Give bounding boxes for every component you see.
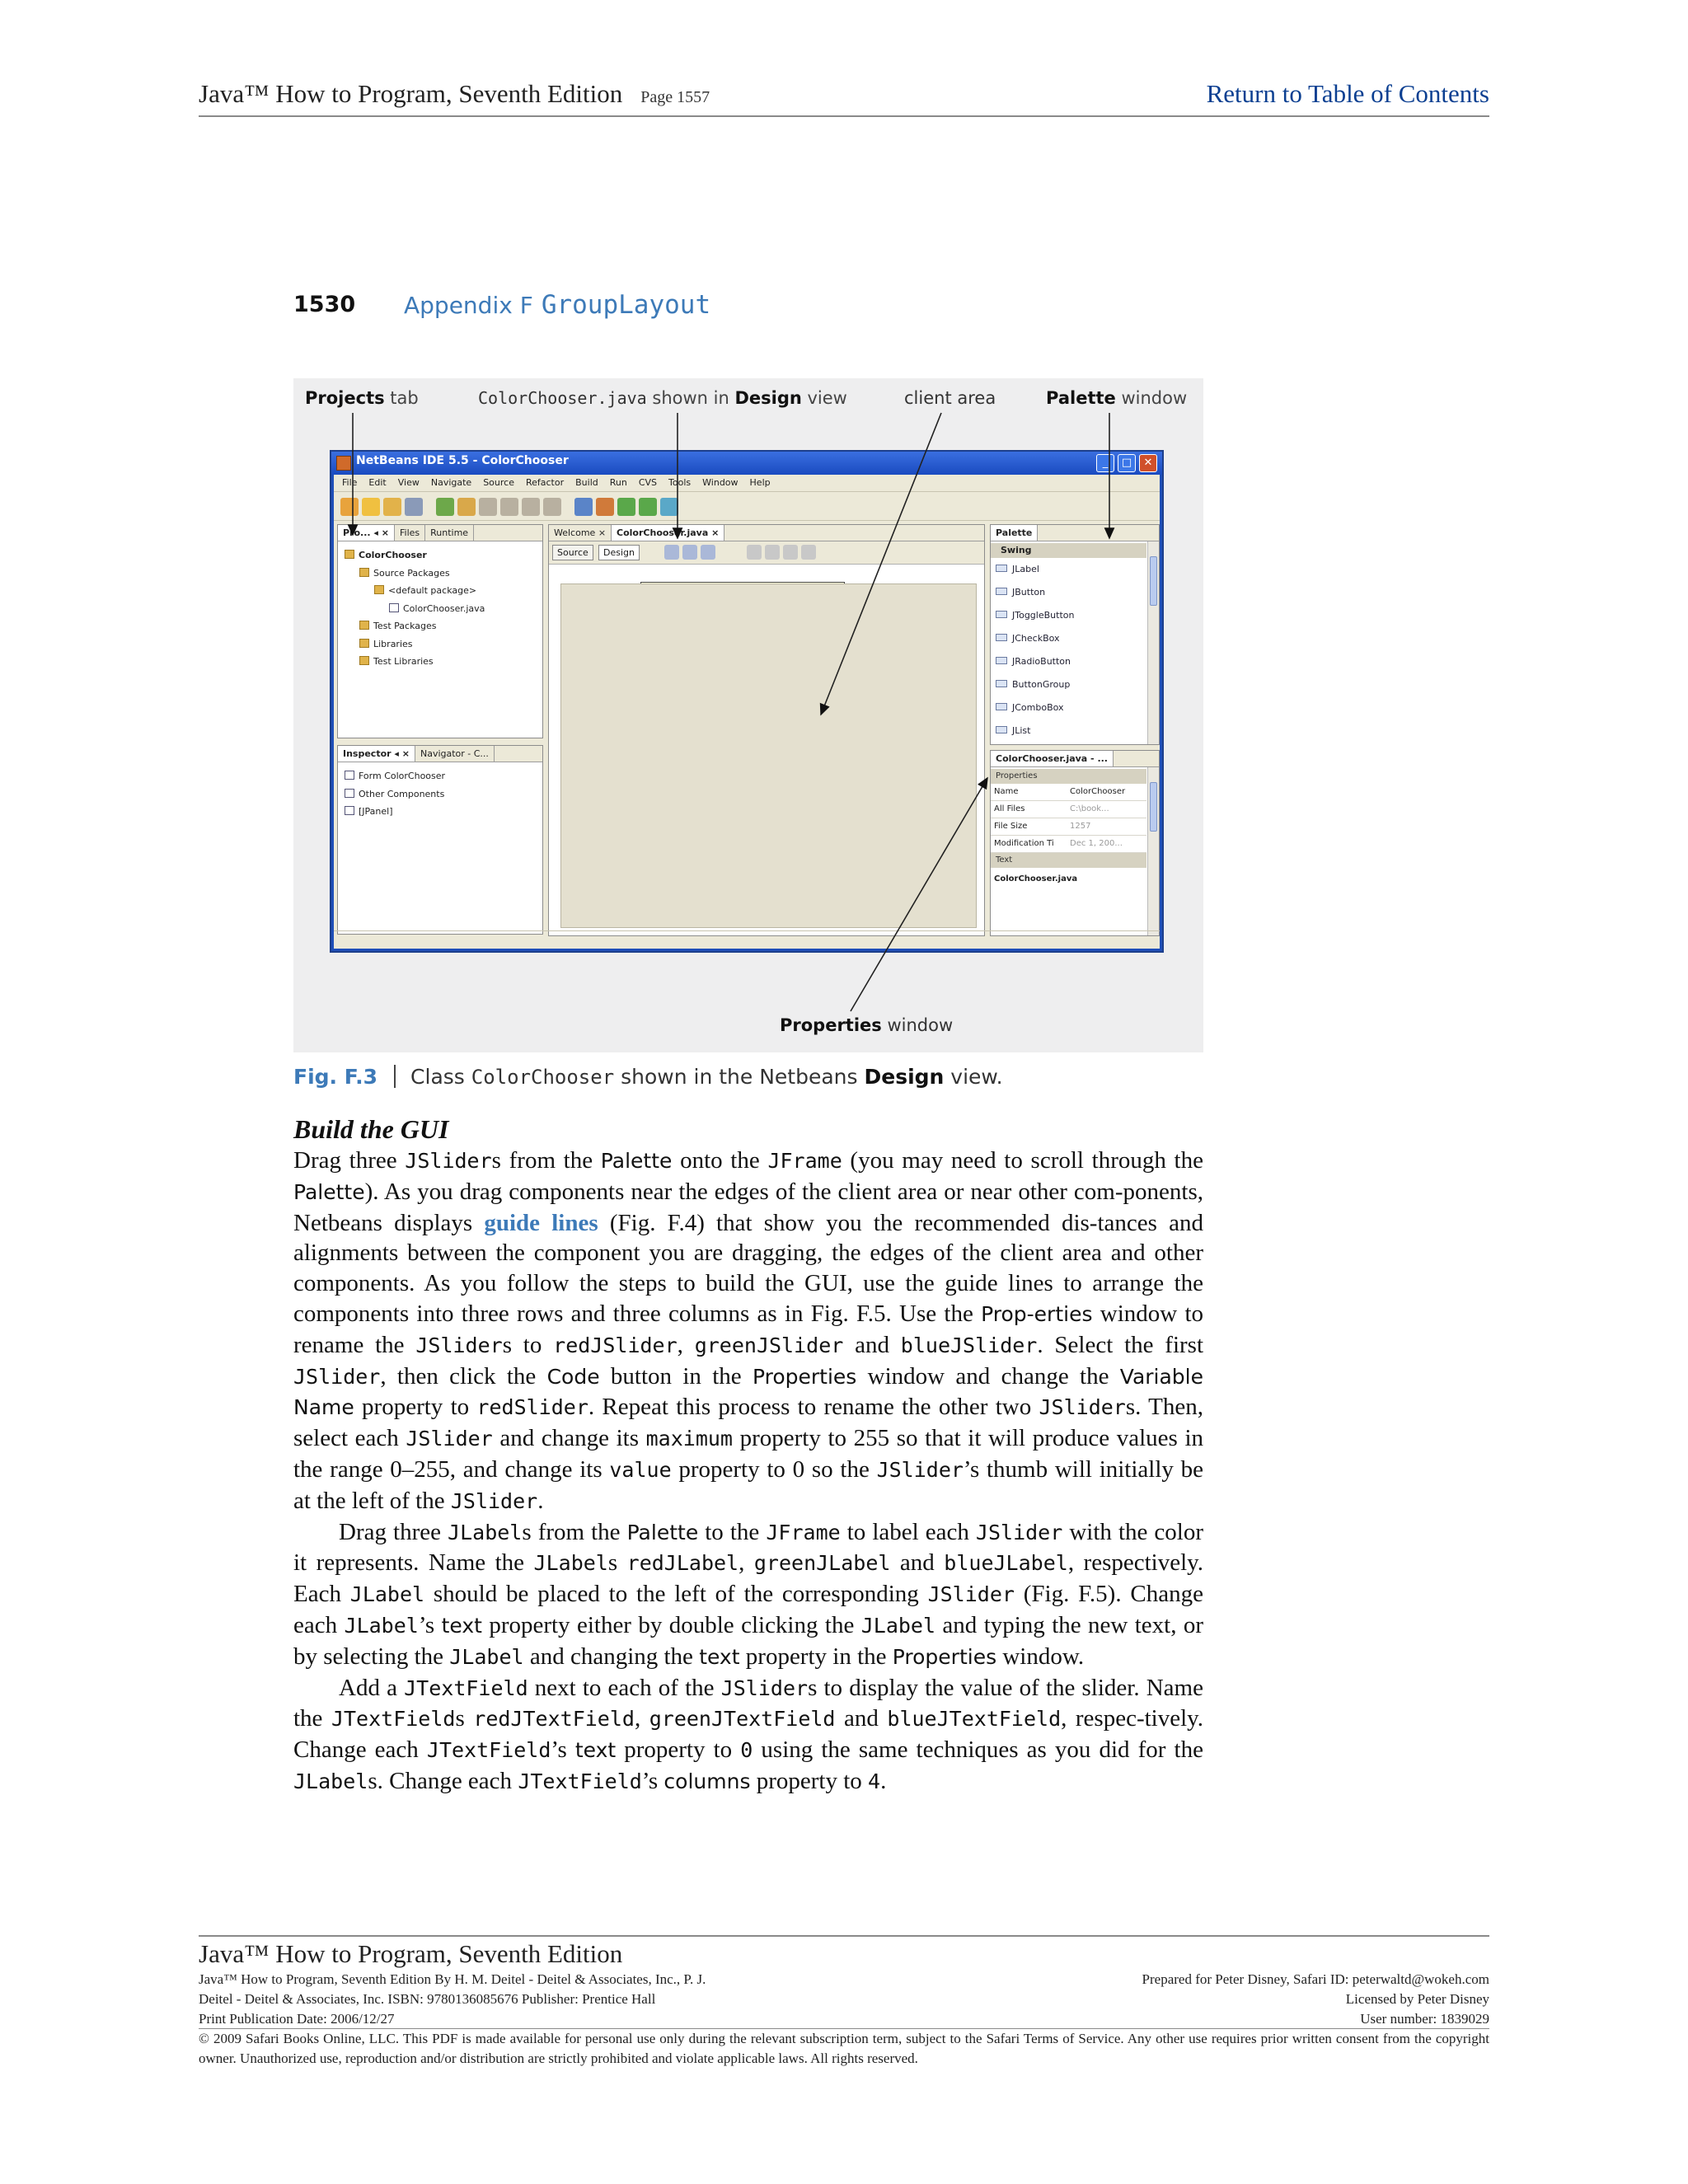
text-run: s from the [522,1518,627,1545]
text-run: . Repeat this process to rename the other two [588,1394,1039,1421]
text-run: window. [996,1643,1085,1670]
text-run: ’s thumb will initially be at the left of the [293,1455,1204,1514]
property-value: ColorChooser [1070,787,1126,796]
tab-runtime[interactable]: Runtime [425,525,474,541]
ui-term: Properties [752,1364,857,1389]
figure-netbeans-screenshot [293,378,1203,1052]
inline-code: JTextField [518,1769,642,1793]
book-title-text: Java™ How to Program, Seventh Edition [199,79,623,108]
menu-source[interactable]: Source [483,477,514,488]
text-run: property either by double clicking the [481,1611,861,1638]
text-run: to the [698,1518,767,1545]
caption-text: Class [410,1065,471,1089]
inline-code: JLabel [349,1582,425,1607]
menu-help[interactable]: Help [749,477,771,488]
inline-code: JSlider [450,1488,538,1513]
callout-design-code: ColorChooser.java [478,388,647,408]
text-run: . Select the first [1037,1331,1204,1358]
figure-caption [293,1065,1203,1089]
ui-term: text [441,1613,482,1638]
text-run: Drag three [293,1147,406,1174]
text-run: , [677,1331,695,1358]
footer-copyright: © 2009 Safari Books Online, LLC. This PDF is made available for personal use only during the relevant subscription term, subject to the Safari Terms of Service. Any other use requires prior written consent from the copyright owner. Unauthorized use, reproduction and/or distribution are strictly prohibited and violate applicable laws. All rights reserved. [199,2031,1489,2066]
text-run: , then click the [380,1362,547,1390]
text-run: , respec-tively. Change each [293,1705,1204,1764]
callout-projects-rest: tab [384,388,419,408]
ui-term: Palette [626,1520,699,1544]
ui-term: Properties [892,1644,997,1669]
property-value: C:\book... [1070,804,1109,813]
properties-footer-label: ColorChooser.java [994,874,1078,883]
tree-label: Source Packages [373,567,450,579]
text-run: and changing the [523,1643,700,1670]
footer-row [199,1970,1489,1990]
tab-colorchooser-java[interactable]: ColorChooser.java × [612,525,724,541]
palette-category-swing[interactable]: Swing [991,543,1146,558]
text-run: ). As you drag components near the edges of the client area or near other com-ponents, Netbeans displays [293,1178,1203,1236]
inline-code: greenJSlider [694,1333,844,1357]
text-run: to label each [840,1518,976,1545]
properties-window-arrow [851,778,987,1011]
caption-divider [394,1065,396,1088]
callout-projects-bold: Projects [305,388,385,408]
footer-row [199,2009,1489,2029]
inline-code: JSlider [415,1333,503,1357]
text-run: (Fig. F.4) that show you the recommended dis-tances and alignments between the component you are dragging, the edges of the client area and other components. As you follow the steps to build the GUI, use the guide lines to arrange the components into three rows and three columns as in Fig. F.5. Use the [293,1209,1203,1327]
caption-code: ColorChooser [471,1066,615,1089]
tree-label: Form ColorChooser [359,771,446,781]
callout-design-bold: Design [734,388,802,408]
inline-code: redJLabel [626,1551,739,1576]
text-run: using the same techniques as you did for the [753,1736,1203,1764]
inline-code: JSlider [1039,1395,1126,1420]
menu-file[interactable]: File [342,477,358,488]
property-name: Name [994,787,1019,796]
close-icon[interactable]: ✕ [1139,454,1157,472]
inline-code: JSlider [927,1582,1015,1607]
inline-code: redSlider [476,1395,588,1420]
callout-design-rest: view [801,388,847,408]
tab-projects[interactable]: Pro... ◂ × [338,525,395,541]
ui-term: Code [546,1364,600,1389]
tree-label: Libraries [373,638,413,649]
figure-label: Fig. F.3 [293,1065,378,1089]
inline-code: JSlider [405,1149,492,1173]
text-run: property to 0 so the [671,1455,877,1483]
callout-design-mid: shown in [646,388,735,408]
inline-code: blueJTextField [887,1707,1062,1732]
caption-text: shown in the Netbeans [614,1065,865,1089]
inline-code: greenJTextField [649,1707,836,1732]
callout-properties-window [780,1015,953,1035]
appendix-name: GroupLayout [541,290,711,320]
text-run: . [537,1487,544,1514]
body-text [293,1146,1203,1797]
inline-code: value [609,1457,672,1482]
text-run: s. Then, select each [293,1394,1203,1452]
inline-code: JLabel [293,1769,368,1793]
text-run: s to display the value of the slider. Name the [293,1674,1203,1732]
text-run: property in the [739,1643,893,1670]
ui-term: Variable Name [293,1364,1204,1420]
caption-text: view. [944,1065,1003,1089]
source-button[interactable]: Source [552,545,593,560]
tree-label: ColorChooser [359,550,427,560]
minimize-icon[interactable]: _ [1096,454,1114,472]
text-run: s from the [491,1147,601,1174]
text-run: and [890,1549,945,1577]
header-page-label: Page 1557 [640,88,710,106]
ide-title: NetBeans IDE 5.5 - ColorChooser [356,454,569,467]
appendix-label: Appendix F [404,292,533,319]
text-run: s. Change each [368,1767,518,1794]
text-run: window and change the [856,1362,1120,1390]
inline-code: JFrame [766,1520,841,1544]
header-book-title [199,79,710,109]
inline-code: JSlider [975,1520,1063,1544]
tree-label: Test Libraries [373,656,434,667]
inline-code: greenJLabel [753,1551,891,1576]
callout-properties-bold: Properties [780,1015,882,1035]
text-run: and [835,1705,888,1732]
callout-arrows [293,378,1203,1052]
inline-code: blueJLabel [944,1551,1068,1576]
text-run: Drag three [339,1518,448,1545]
menu-navigate[interactable]: Navigate [430,477,472,488]
menu-view[interactable]: View [397,477,420,488]
text-run: s [455,1705,474,1732]
footer-book-info: Java™ How to Program, Seventh Edition By H. M. Deitel - Deitel & Associates, Inc., P. J. [199,1971,706,1987]
palette-item-label: ButtonGroup [1012,679,1071,690]
menu-refactor[interactable]: Refactor [525,477,565,488]
text-run: , [738,1549,754,1577]
paragraph [293,1673,1203,1797]
menu-cvs[interactable]: CVS [638,477,658,488]
book-page-number: 1530 [293,292,356,317]
inline-code: JLabel [449,1644,524,1669]
properties-category[interactable]: Properties [991,769,1146,784]
inline-code: JTextField [426,1738,551,1763]
text-run: . [880,1767,887,1794]
inline-code: JSlider [720,1675,809,1700]
paragraph [293,1517,1203,1673]
section-heading: Build the GUI [293,1114,449,1144]
text-run: and typing the new text, or by selecting the [293,1611,1204,1670]
tree-label: Other Components [359,788,445,799]
callout-properties-rest: window [881,1015,954,1035]
inline-code: JLabel [860,1613,936,1638]
tab-welcome[interactable]: Welcome × [549,525,612,541]
paragraph [293,1146,1203,1517]
properties-title: ColorChooser.java - ... [991,751,1114,766]
inline-code: redJSlider [553,1333,678,1357]
inline-code: JSlider [406,1427,493,1451]
footer-user-number: User number: 1839029 [1360,2011,1489,2027]
text-run: and change its [492,1425,646,1452]
property-value: 1257 [1070,822,1091,831]
client-area-arrow [821,413,941,715]
page-footer [199,1935,1489,2069]
palette-item-label: JList [1012,725,1031,736]
tree-label: <default package> [388,585,477,596]
property-name: File Size [994,822,1028,831]
inline-code: JLabel [344,1613,419,1638]
tab-navigator[interactable]: Navigator - C... [415,746,495,762]
menu-run[interactable]: Run [609,477,627,488]
callout-palette-rest: window [1115,388,1188,408]
palette-item-label: JRadioButton [1012,656,1071,667]
inline-code: JLabel [533,1551,608,1576]
ui-term: text [699,1644,740,1669]
text-run: (Fig. F.5). Change each [293,1581,1203,1638]
text-run: , [634,1705,649,1732]
text-run: property to [354,1394,477,1421]
text-run: ’s [551,1736,575,1764]
property-value: Dec 1, 200... [1070,839,1123,848]
ui-term: Palette [600,1149,673,1173]
inline-code: JLabel [448,1520,523,1544]
ui-term: text [574,1738,617,1763]
text-run: with the color it represents. Name the [293,1518,1204,1577]
text-run: onto the [672,1147,768,1174]
footer-publication-date: Print Publication Date: 2006/12/27 [199,2011,395,2027]
text-run: ’s [641,1767,664,1794]
maximize-icon[interactable]: □ [1118,454,1136,472]
toc-link[interactable]: Return to Table of Contents [1206,79,1489,108]
inline-code: 4 [868,1769,881,1793]
callout-palette-bold: Palette [1046,388,1116,408]
palette-title: Palette [991,525,1038,541]
text-run: Add a [339,1674,405,1701]
palette-item-label: JButton [1012,587,1046,598]
caption-bold: Design [864,1065,945,1089]
inline-code: JTextField [404,1675,528,1700]
text-category[interactable]: Text [991,853,1146,868]
inline-code: JSlider [876,1457,964,1482]
text-run: , respectively. Each [293,1549,1204,1608]
property-name: Modification Ti [994,839,1054,848]
menu-window[interactable]: Window [702,477,738,488]
palette-item-label: JCheckBox [1012,633,1060,644]
inline-code: 0 [740,1738,753,1763]
text-run: next to each of the [528,1674,721,1701]
tab-files[interactable]: Files [395,525,425,541]
menu-tools[interactable]: Tools [668,477,692,488]
footer-prepared-for: Prepared for Peter Disney, Safari ID: peterwaltd@wokeh.com [1142,1971,1489,1987]
text-run: property to 255 so that it will produce values in the range 0–255, and change its [293,1425,1204,1483]
palette-item-label: JLabel [1012,564,1039,574]
text-run: s [607,1549,627,1577]
key-term-link: guide lines [484,1209,598,1236]
footer-title: Java™ How to Program, Seventh Edition [199,1939,623,1968]
footer-isbn: Deitel - Deitel & Associates, Inc. ISBN: 9780136085676 Publisher: Prentice Hall [199,1991,656,2007]
tab-inspector[interactable]: Inspector ◂ × [338,746,415,762]
inline-code: blueJSlider [900,1333,1038,1357]
text-run: ’s [418,1611,442,1638]
text-run: s to [502,1331,554,1358]
inline-code: redJTextField [473,1707,635,1732]
footer-row [199,1990,1489,2009]
menu-edit[interactable]: Edit [368,477,387,488]
tree-label: Test Packages [373,621,437,631]
menu-build[interactable]: Build [575,477,598,488]
footer-licensed-by: Licensed by Peter Disney [1345,1991,1489,2007]
callout-client-area: client area [904,388,996,408]
inline-code: maximum [645,1427,733,1451]
inline-code: JTextField [331,1707,456,1732]
text-run: and [843,1331,901,1358]
text-run: should be placed to the left of the corresponding [424,1581,928,1608]
text-run: property to [750,1767,869,1794]
text-run: window to rename the [293,1300,1204,1358]
page-header [199,76,1489,117]
palette-item-label: JToggleButton [1012,610,1075,621]
ui-term: Prop-erties [981,1301,1093,1326]
tree-label: ColorChooser.java [403,602,485,614]
design-button[interactable]: Design [598,545,640,560]
palette-item-label: JComboBox [1012,702,1064,713]
inline-code: JSlider [293,1364,381,1389]
text-run: property to [616,1736,741,1764]
inline-code: JFrame [767,1149,842,1173]
ui-term: columns [663,1769,751,1793]
ui-term: Palette [293,1179,365,1204]
text-run: button in the [599,1362,753,1390]
appendix-title [404,290,710,320]
property-name: All Files [994,804,1025,813]
text-run: (you may need to scroll through the [842,1147,1203,1174]
tree-label: [JPanel] [359,806,393,817]
